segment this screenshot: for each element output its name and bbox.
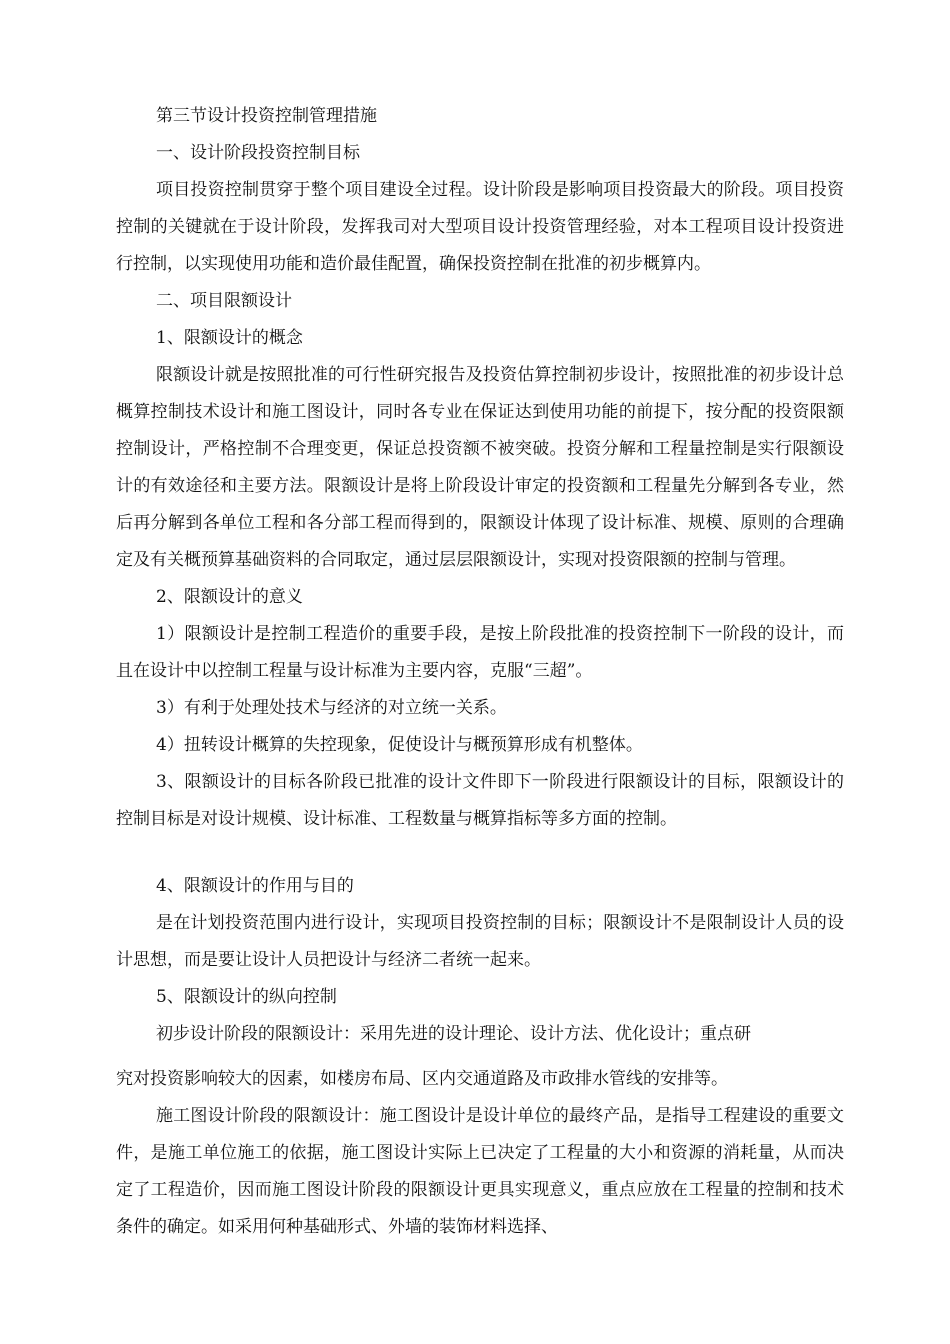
paragraph-investment-control: 项目投资控制贯穿于整个项目建设全过程。设计阶段是影响项目投资最大的阶段。项目投资控制的关键就在于设计阶段，发挥我司对大型项目设计投资管理经验，对本工程项目设计投资进行控制，以实现使用功能和造价最佳配置，确保投资控制在批准的初步概算内。 [116, 180, 844, 274]
list-item-significance-4: 4）扭转设计概算的失控现象，促使设计与概预算形成有机整体。 [156, 735, 643, 755]
heading-quota-design: 二、项目限额设计 [156, 291, 292, 311]
subheading-vertical-control: 5、限额设计的纵向控制 [156, 987, 337, 1007]
subheading-purpose: 4、限额设计的作用与目的 [156, 876, 354, 896]
section-title: 第三节设计投资控制管理措施 [156, 106, 377, 126]
document-body [116, 98, 844, 1246]
paragraph-construction-drawing: 施工图设计阶段的限额设计：施工图设计是设计单位的最终产品，是指导工程建设的重要文件，是施工单位施工的依据，施工图设计实际上已决定了工程量的大小和资源的消耗量，从而决定了工程造价，因而施工图设计阶段的限额设计更具实现意义，重点应放在工程量的控制和技术条件的确定。如采用何种基础形式、外墙的装饰材料选择、 [116, 1106, 844, 1237]
paragraph-target: 3、限额设计的目标各阶段已批准的设计文件即下一阶段进行限额设计的目标，限额设计的控制目标是对设计规模、设计标准、工程数量与概算指标等多方面的控制。 [116, 772, 844, 829]
heading-design-stage-target: 一、设计阶段投资控制目标 [156, 143, 360, 163]
list-item-significance-1: 1）限额设计是控制工程造价的重要手段，是按上阶段批准的投资控制下一阶段的设计，而且在设计中以控制工程量与设计标准为主要内容，克服“三超”。 [116, 624, 844, 681]
paragraph-concept: 限额设计就是按照批准的可行性研究报告及投资估算控制初步设计，按照批准的初步设计总概算控制技术设计和施工图设计，同时各专业在保证达到使用功能的前提下，按分配的投资限额控制设计，严格控制不合理变更，保证总投资额不被突破。投资分解和工程量控制是实行限额设计的有效途径和主要方法。限额设计是将上阶段设计审定的投资额和工程量先分解到各专业，然后再分解到各单位工程和各分部工程而得到的，限额设计体现了设计标准、规模、原则的合理确定及有关概预算基础资料的合同取定，通过层层限额设计，实现对投资限额的控制与管理。 [116, 365, 844, 570]
paragraph-purpose: 是在计划投资范围内进行设计，实现项目投资控制的目标；限额设计不是限制设计人员的设计思想，而是要让设计人员把设计与经济二者统一起来。 [116, 913, 844, 970]
list-item-significance-3: 3）有利于处理处技术与经济的对立统一关系。 [156, 698, 507, 718]
paragraph-preliminary-design: 初步设计阶段的限额设计：采用先进的设计理论、设计方法、优化设计；重点研 [156, 1024, 751, 1044]
subheading-concept: 1、限额设计的概念 [156, 328, 303, 348]
paragraph-preliminary-design-continued: 究对投资影响较大的因素，如楼房布局、区内交通道路及市政排水管线的安排等。 [116, 1069, 728, 1089]
subheading-significance: 2、限额设计的意义 [156, 587, 303, 607]
